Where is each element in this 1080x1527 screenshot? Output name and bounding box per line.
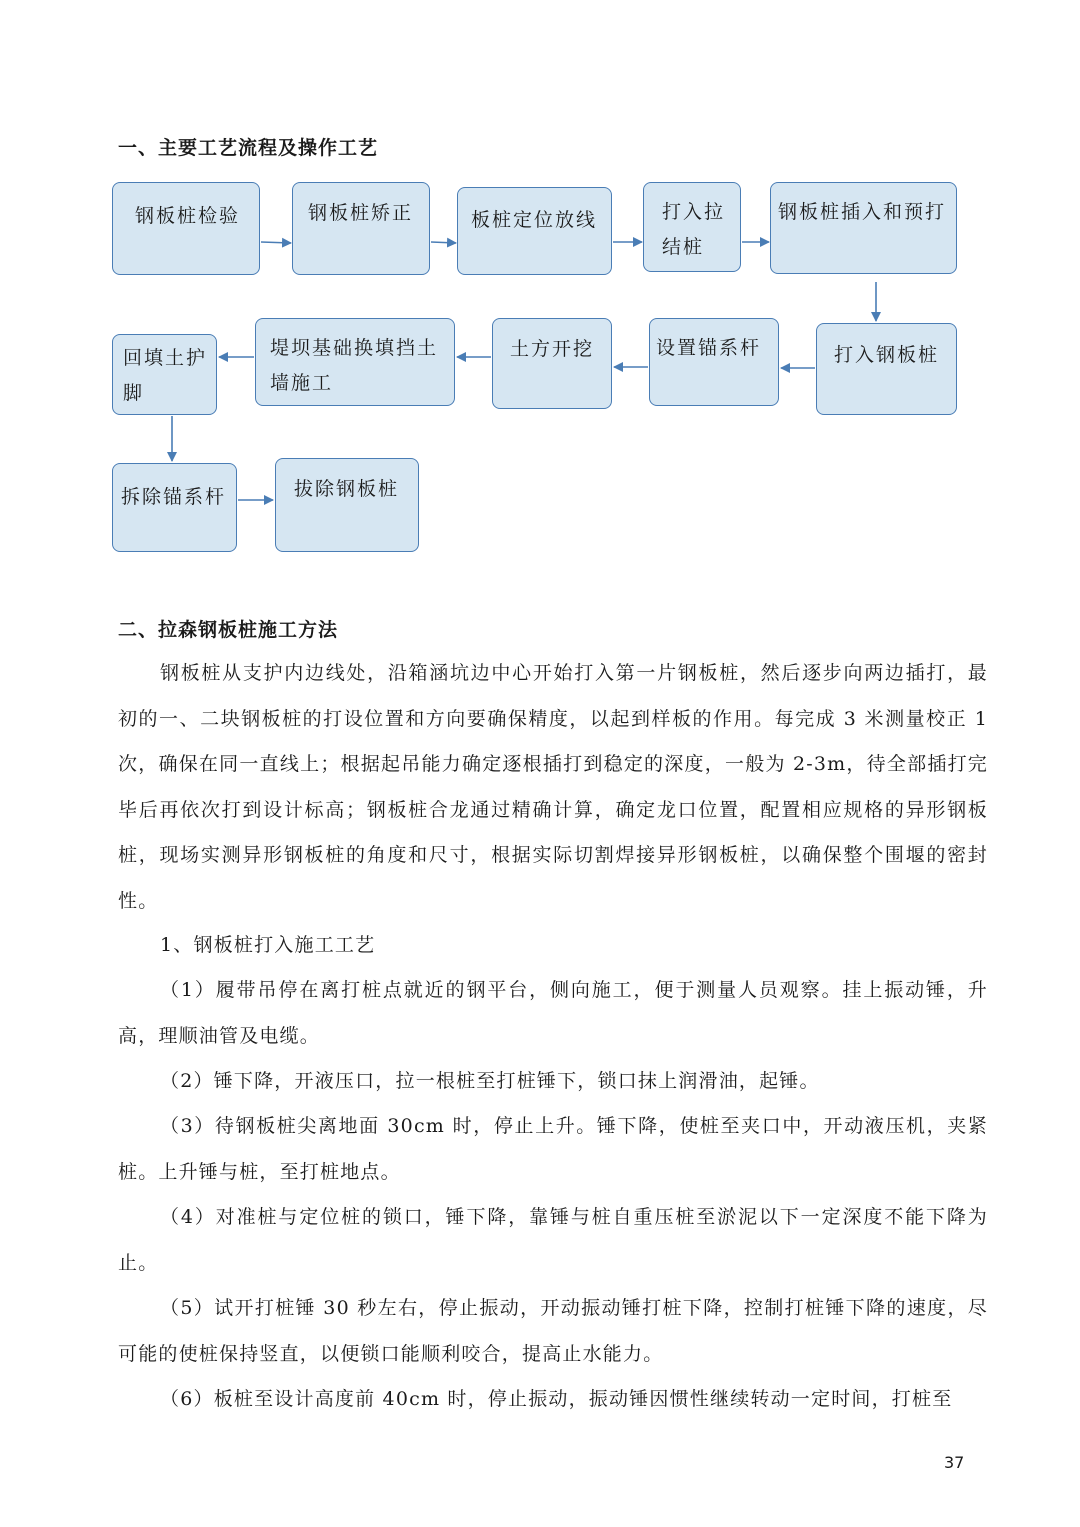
flow-step-excavation: 土方开挖 [492,318,612,409]
step-paragraph: （3）待钢板桩尖离地面 30cm 时，停止上升。锤下降，使桩至夹口中，开动液压机，夹紧桩。上升锤与桩，至打桩地点。 [118,1115,988,1183]
flow-step-insert-predrive: 钢板桩插入和预打 [770,182,957,274]
step-paragraph: （2）锤下降，开液压口，拉一根桩至打桩锤下，锁口抹上润滑油，起锤。 [160,1070,820,1092]
flowchart-arrows [0,0,1080,600]
section-heading-1: 一、主要工艺流程及操作工艺 [118,137,379,159]
flow-step-tie-piles: 打入拉 结桩 [643,182,741,272]
subheading: 1、钢板桩打入施工工艺 [160,934,376,956]
flow-step-anchor-rods: 设置锚系杆 [649,318,779,406]
flow-step-positioning: 板桩定位放线 [457,187,612,275]
flow-step-extract-piles: 拔除钢板桩 [275,458,419,552]
intro-paragraph: 钢板桩从支护内边线处，沿箱涵坑边中心开始打入第一片钢板桩，然后逐步向两边插打，最初的一、二块钢板桩的打设位置和方向要确保精度，以起到样板的作用。每完成 3 米测量校正 1 次，确保在同一直线上；根据起吊能力确定逐根插打到稳定的深度，一般为 2-3m，待全部插打完毕后再依次打到设计标高；钢板桩合龙通过精确计算，确定龙口位置，配置相应规格的异形钢板桩，现场实测异形钢板桩的角度和尺寸，根据实际切割焊接异形钢板桩，以确保整个围堰的密封性。 [118,662,988,912]
page-number: 37 [944,1453,965,1472]
flow-step-backfill: 回填土护 脚 [112,334,217,415]
flow-step-drive-piles: 打入钢板桩 [816,323,957,415]
flow-step-straightening: 钢板桩矫正 [292,182,430,275]
step-paragraph: （1）履带吊停在离打桩点就近的钢平台，侧向施工，便于测量人员观察。挂上振动锤，升高，理顺油管及电缆。 [118,979,988,1047]
section-heading-2: 二、拉森钢板桩施工方法 [118,619,339,641]
step-paragraph: （5）试开打桩锤 30 秒左右，停止振动，开动振动锤打桩下降，控制打桩锤下降的速度，尽可能的使桩保持竖直，以便锁口能顺利咬合，提高止水能力。 [118,1297,988,1365]
flow-step-remove-anchor-rods: 拆除锚系杆 [112,463,237,552]
arrow-icon [431,242,456,243]
step-paragraph: （6）板桩至设计高度前 40cm 时，停止振动，振动锤因惯性继续转动一定时间，打桩至 [160,1388,953,1410]
arrow-icon [261,242,291,243]
step-paragraph: （4）对准桩与定位桩的锁口，锤下降，靠锤与桩自重压桩至淤泥以下一定深度不能下降为止。 [118,1206,988,1274]
flow-step-inspection: 钢板桩检验 [112,182,260,275]
flow-step-retaining-wall: 堤坝基础换填挡土 墙施工 [255,318,455,406]
